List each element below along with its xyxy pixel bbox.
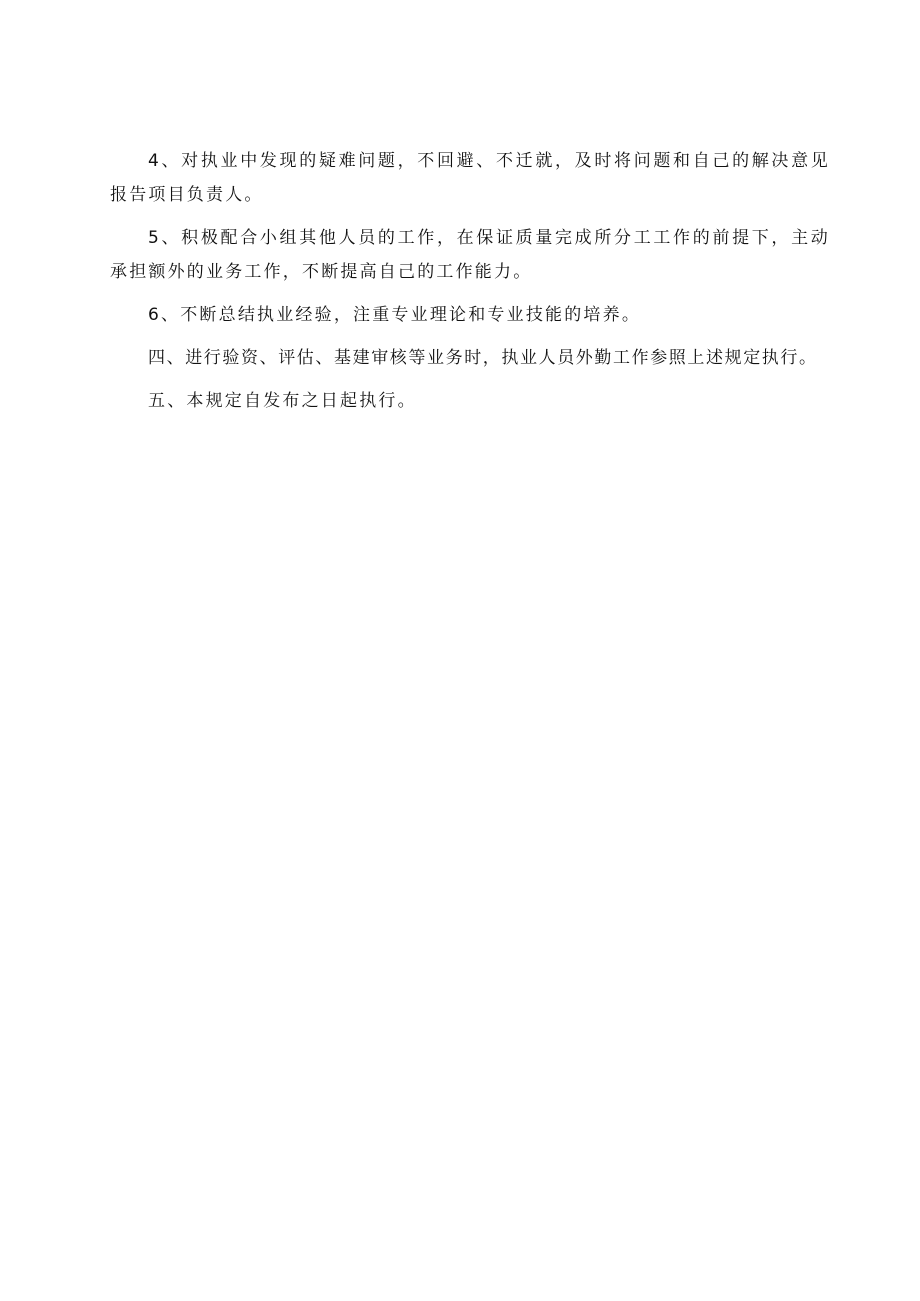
paragraph-item-6: 6、不断总结执业经验，注重专业理论和专业技能的培养。	[148, 305, 642, 325]
document-body	[110, 144, 830, 427]
paragraph-item-4: 4、对执业中发现的疑难问题，不回避、不迁就，及时将问题和自己的解决意见报告项目负责人。	[110, 151, 830, 205]
paragraph-item-5: 5、积极配合小组其他人员的工作，在保证质量完成所分工工作的前提下，主动承担额外的业务工作，不断提高自己的工作能力。	[110, 228, 830, 282]
paragraph-section-5: 五、本规定自发布之日起执行。	[148, 391, 417, 411]
paragraph-section-4: 四、进行验资、评估、基建审核等业务时，执业人员外勤工作参照上述规定执行。	[148, 348, 818, 368]
